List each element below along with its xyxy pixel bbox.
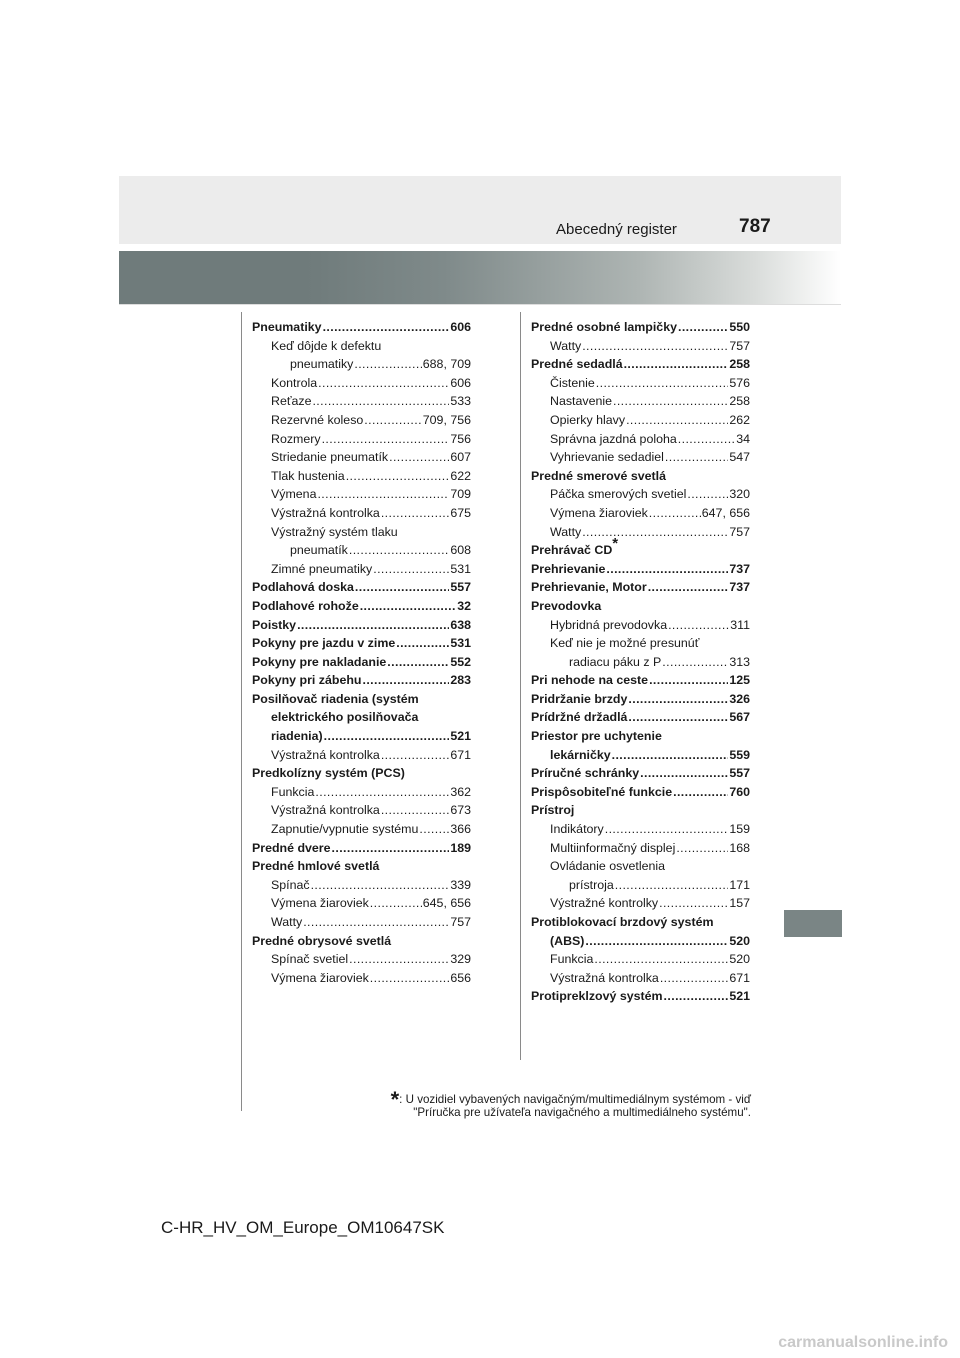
index-entry	[252, 318, 471, 337]
dot-leader	[664, 987, 729, 1006]
index-entry	[252, 653, 471, 672]
dot-leader	[582, 337, 728, 356]
entry-label: Striedanie pneumatík	[271, 450, 389, 465]
dot-leader	[387, 653, 449, 672]
dot-leader	[312, 392, 449, 411]
entry-label: Vyhrievanie sedadiel	[550, 450, 664, 465]
entry-label: Indikátory	[550, 822, 604, 837]
dot-leader	[613, 392, 728, 411]
entry-page: 329	[450, 952, 471, 967]
entry-label: Rozmery	[271, 431, 321, 446]
dot-leader	[612, 746, 729, 765]
header-gradient-band	[119, 251, 841, 304]
dot-leader	[678, 430, 735, 449]
entry-page: 656	[450, 970, 471, 985]
entry-label: Reťaze	[271, 394, 312, 409]
entry-page: 520	[729, 952, 750, 967]
entry-label: lekárničky	[550, 747, 611, 762]
index-entry	[531, 950, 750, 969]
index-heading	[531, 913, 750, 932]
index-entry	[252, 913, 471, 932]
entry-page: 326	[729, 691, 750, 706]
dot-leader	[640, 764, 728, 783]
dot-leader	[362, 671, 449, 690]
dot-leader	[355, 578, 449, 597]
entry-label: Výmena	[271, 487, 317, 502]
page-number: 787	[739, 216, 771, 237]
entry-page: 709	[450, 487, 471, 502]
index-entry	[252, 746, 471, 765]
entry-label: Prídržné držadlá	[531, 710, 628, 725]
entry-label: Predné osobné lampičky	[531, 320, 677, 334]
index-entry	[531, 783, 750, 802]
index-entry	[531, 894, 750, 913]
entry-label: Prístroj	[531, 803, 575, 818]
dot-leader	[585, 932, 728, 951]
footnote-line-2: "Príručka pre užívateľa navigačného a multimediálneho systému".	[413, 1106, 751, 1119]
index-entry	[252, 839, 471, 858]
dot-leader	[662, 653, 728, 672]
entry-label: Protiblokovací brzdový systém	[531, 915, 714, 929]
dot-leader	[624, 355, 729, 374]
index-entry	[531, 560, 750, 579]
entry-page: 550	[729, 320, 750, 334]
entry-label: Spínač svetiel	[271, 952, 349, 967]
dot-leader	[317, 485, 449, 504]
dot-leader	[676, 839, 728, 858]
entry-page: 339	[450, 877, 471, 892]
entry-label: Výmena žiaroviek	[271, 970, 369, 985]
index-entry	[531, 392, 750, 411]
index-entry	[531, 987, 750, 1006]
index-heading	[531, 535, 750, 560]
index-entry	[531, 355, 750, 374]
dot-leader	[628, 690, 728, 709]
entry-label: Zimné pneumatiky	[271, 561, 373, 576]
index-heading	[252, 690, 471, 709]
entry-page: 531	[450, 636, 471, 651]
entry-page: 671	[729, 970, 750, 985]
index-entry	[252, 374, 471, 393]
entry-label: Rezervné koleso	[271, 412, 364, 427]
dot-leader	[687, 485, 728, 504]
entry-label: Posilňovač riadenia (systém	[252, 691, 419, 706]
entry-label: Predné dvere	[252, 840, 331, 855]
index-entry	[531, 764, 750, 783]
entry-page: 366	[450, 822, 471, 837]
entry-page: 607	[450, 450, 471, 465]
index-entry	[252, 578, 471, 597]
entry-label: Predné smerové svetlá	[531, 468, 666, 483]
entry-page: 159	[729, 822, 750, 837]
entry-label: Správna jazdná poloha	[550, 431, 677, 446]
entry-label: pneumatiky	[290, 357, 354, 372]
entry-label: Protipreklzový systém	[531, 989, 663, 1004]
index-entry	[531, 504, 750, 523]
dot-leader	[659, 894, 728, 913]
entry-page: 32	[457, 598, 471, 613]
entry-page: 756	[450, 431, 471, 446]
index-entry	[531, 932, 750, 951]
left-margin-rule	[241, 312, 242, 1111]
entry-page: 567	[729, 710, 750, 725]
index-entry	[252, 485, 471, 504]
entry-label: Výstražné kontrolky	[550, 896, 659, 911]
entry-label: Predné obrysové svetlá	[252, 933, 392, 948]
entry-page: 576	[729, 375, 750, 390]
index-heading	[531, 634, 750, 653]
dot-leader	[649, 504, 701, 523]
index-heading	[252, 337, 471, 356]
entry-label: Páčka smerových svetiel	[550, 487, 687, 502]
dot-leader	[381, 801, 450, 820]
dot-leader	[311, 876, 450, 895]
entry-label: Predkolízny systém (PCS)	[252, 766, 405, 781]
dot-leader	[360, 597, 456, 616]
entry-page: 125	[729, 673, 750, 688]
footnote	[390, 1087, 751, 1119]
index-entry	[252, 411, 471, 430]
dot-leader	[322, 430, 450, 449]
dot-leader	[605, 820, 729, 839]
index-entry	[252, 727, 471, 746]
index-entry	[252, 560, 471, 579]
index-entry	[252, 597, 471, 616]
entry-label: prístroja	[569, 877, 614, 892]
entry-label: Výmena žiaroviek	[550, 505, 648, 520]
entry-asterisk: *	[612, 535, 619, 553]
entry-label: Priestor pre uchytenie	[531, 729, 662, 744]
index-entry	[531, 690, 750, 709]
entry-page: 547	[729, 450, 750, 465]
index-entry	[252, 969, 471, 988]
document-code: C-HR_HV_OM_Europe_OM10647SK	[161, 1218, 445, 1237]
section-tab-marker	[784, 910, 842, 937]
index-entry	[531, 820, 750, 839]
entry-page: 645, 656	[422, 896, 471, 911]
entry-label: Prehrievanie	[531, 561, 606, 576]
index-heading	[531, 857, 750, 876]
entry-page: 757	[729, 524, 750, 539]
index-entry	[252, 876, 471, 895]
index-entry	[531, 653, 750, 672]
dot-leader	[596, 374, 729, 393]
index-entry	[531, 876, 750, 895]
index-entry	[252, 355, 471, 374]
header-box	[119, 176, 841, 244]
entry-label: Keď nie je možné presunúť	[550, 636, 700, 651]
entry-page: 673	[450, 803, 471, 818]
index-entry	[531, 578, 750, 597]
dot-leader	[324, 727, 450, 746]
entry-label: Tlak hustenia	[271, 468, 345, 483]
dot-leader	[615, 876, 729, 895]
index-entry	[252, 541, 471, 560]
entry-label: elektrického posilňovača	[271, 710, 419, 725]
entry-page: 283	[450, 673, 471, 688]
dot-leader	[297, 616, 449, 635]
dot-leader	[315, 783, 449, 802]
entry-label: Výstražná kontrolka	[271, 505, 380, 520]
entry-page: 760	[729, 784, 750, 799]
dot-leader	[349, 950, 449, 969]
entry-label: radiacu páku z P	[569, 654, 662, 669]
dot-leader	[594, 950, 728, 969]
entry-page: 606	[450, 320, 471, 334]
entry-page: 313	[729, 654, 750, 669]
dot-leader	[665, 448, 728, 467]
dot-leader	[303, 913, 449, 932]
entry-page: 171	[729, 877, 750, 892]
entry-page: 320	[729, 487, 750, 502]
entry-label: Ovládanie osvetlenia	[550, 859, 666, 874]
footnote-line-1: : U vozidiel vybavených navigačným/multimediálnym systémom - viď	[399, 1093, 751, 1106]
entry-label: Prispôsobiteľné funkcie	[531, 784, 673, 799]
dot-leader	[389, 448, 449, 467]
entry-label: Predné hmlové svetlá	[252, 859, 380, 874]
entry-label: pneumatík	[290, 543, 348, 558]
entry-page: 688, 709	[422, 357, 471, 372]
index-heading	[252, 857, 471, 876]
index-heading	[252, 523, 471, 542]
entry-label: Nastavenie	[550, 394, 612, 409]
entry-page: 557	[729, 766, 750, 781]
band-divider	[119, 304, 841, 305]
entry-label: Príručné schránky	[531, 766, 640, 781]
entry-page: 675	[450, 505, 471, 520]
entry-label: Prehrávač CD	[531, 543, 613, 558]
entry-label: Podlahová doska	[252, 580, 354, 595]
entry-label: Keď dôjde k defektu	[271, 338, 382, 353]
index-entry	[252, 783, 471, 802]
entry-page: 647, 656	[701, 505, 750, 520]
section-title: Abecedný register	[556, 221, 677, 238]
index-entry	[531, 746, 750, 765]
entry-page: 258	[729, 394, 750, 409]
entry-label: Prevodovka	[531, 598, 602, 613]
entry-label: riadenia)	[271, 729, 323, 744]
dot-leader	[370, 969, 450, 988]
entry-label: Prehrievanie, Motor	[531, 580, 647, 595]
entry-page: 606	[450, 375, 471, 390]
entry-page: 521	[450, 729, 471, 744]
entry-page: 520	[729, 933, 750, 948]
entry-page: 262	[729, 412, 750, 427]
dot-leader	[381, 746, 450, 765]
entry-label: Kontrola	[271, 375, 318, 390]
dot-leader	[349, 541, 449, 560]
dot-leader	[606, 560, 728, 579]
dot-leader	[318, 374, 449, 393]
entry-page: 552	[450, 654, 471, 669]
entry-label: Čistenie	[550, 375, 595, 390]
index-heading	[252, 932, 471, 951]
entry-label: Multiinformačný displej	[550, 840, 676, 855]
entry-page: 189	[450, 840, 471, 855]
entry-page: 638	[450, 617, 471, 632]
entry-page: 168	[729, 840, 750, 855]
entry-label: Spínač	[271, 877, 310, 892]
dot-leader	[678, 318, 728, 337]
footnote-asterisk: *	[390, 1087, 400, 1112]
index-heading	[252, 764, 471, 783]
entry-label: Pokyny pri zábehu	[252, 673, 362, 688]
entry-label: Pneumatiky	[252, 320, 322, 334]
index-entry	[531, 411, 750, 430]
entry-label: (ABS)	[550, 933, 585, 948]
column-divider-rule	[520, 312, 521, 1060]
dot-leader	[673, 783, 728, 802]
index-heading	[531, 727, 750, 746]
index-heading	[531, 597, 750, 616]
entry-label: Funkcia	[550, 952, 594, 967]
entry-label: Výstražná kontrolka	[271, 803, 380, 818]
dot-leader	[364, 411, 421, 430]
index-entry	[252, 634, 471, 653]
index-entry	[252, 671, 471, 690]
entry-page: 557	[450, 580, 471, 595]
index-entry	[252, 820, 471, 839]
dot-leader	[582, 523, 728, 542]
dot-leader	[626, 411, 728, 430]
index-entry	[531, 374, 750, 393]
entry-page: 737	[729, 580, 750, 595]
dot-leader	[628, 708, 728, 727]
entry-label: Watty	[550, 338, 582, 353]
entry-page: 671	[450, 747, 471, 762]
entry-page: 362	[450, 784, 471, 799]
entry-label: Pokyny pre jazdu v zime	[252, 636, 396, 651]
index-entry	[252, 894, 471, 913]
entry-label: Hybridná prevodovka	[550, 617, 668, 632]
index-column-right	[531, 318, 750, 1006]
dot-leader	[660, 969, 729, 988]
dot-leader	[396, 634, 449, 653]
entry-page: 521	[729, 989, 750, 1004]
entry-page: 709, 756	[422, 412, 471, 427]
entry-label: Opierky hlavy	[550, 412, 626, 427]
index-heading	[531, 801, 750, 820]
index-entry	[531, 708, 750, 727]
entry-label: Watty	[550, 524, 582, 539]
dot-leader	[381, 504, 450, 523]
index-entry	[531, 448, 750, 467]
dot-leader	[373, 560, 449, 579]
entry-label: Pridržanie brzdy	[531, 691, 628, 706]
dot-leader	[323, 318, 450, 337]
index-entry	[252, 430, 471, 449]
dot-leader	[419, 820, 449, 839]
entry-label: Poistky	[252, 617, 297, 632]
entry-label: Predné sedadlá	[531, 357, 623, 372]
entry-page: 737	[729, 561, 750, 576]
index-heading	[252, 708, 471, 727]
dot-leader	[332, 839, 450, 858]
entry-page: 258	[729, 357, 750, 372]
index-entry	[252, 950, 471, 969]
entry-label: Watty	[271, 915, 303, 929]
entry-page: 533	[450, 394, 471, 409]
entry-page: 608	[450, 543, 471, 558]
dot-leader	[354, 355, 421, 374]
entry-page: 622	[450, 468, 471, 483]
entry-label: Výstražná kontrolka	[271, 747, 380, 762]
index-entry	[252, 616, 471, 635]
entry-label: Výstražná kontrolka	[550, 970, 659, 985]
entry-label: Podlahové rohože	[252, 598, 359, 613]
index-entry	[531, 839, 750, 858]
entry-label: Pri nehode na ceste	[531, 673, 649, 688]
index-entry	[531, 337, 750, 356]
dot-leader	[346, 467, 450, 486]
entry-label: Pokyny pre nakladanie	[252, 654, 387, 669]
entry-page: 311	[730, 617, 750, 632]
entry-page: 757	[450, 915, 471, 929]
index-entry	[531, 969, 750, 988]
dot-leader	[370, 894, 422, 913]
dot-leader	[648, 578, 729, 597]
entry-page: 559	[729, 747, 750, 762]
entry-page: 157	[729, 896, 750, 911]
entry-page: 531	[450, 561, 471, 576]
entry-label: Výstražný systém tlaku	[271, 524, 398, 539]
index-entry	[531, 616, 750, 635]
entry-label: Funkcia	[271, 784, 315, 799]
dot-leader	[668, 616, 729, 635]
index-entry	[252, 801, 471, 820]
index-entry	[531, 430, 750, 449]
index-entry	[252, 467, 471, 486]
index-entry	[531, 485, 750, 504]
index-heading	[531, 467, 750, 486]
entry-page: 757	[729, 338, 750, 353]
index-entry	[531, 523, 750, 542]
dot-leader	[649, 671, 728, 690]
entry-label: Zapnutie/vypnutie systému	[271, 822, 419, 837]
index-entry	[252, 392, 471, 411]
index-entry	[531, 671, 750, 690]
entry-page: 34	[736, 431, 750, 446]
index-entry	[252, 504, 471, 523]
index-column-left	[252, 318, 471, 987]
index-entry	[252, 448, 471, 467]
watermark: carmanualsonline.info	[778, 1334, 948, 1351]
index-entry	[531, 318, 750, 337]
entry-label: Výmena žiaroviek	[271, 896, 369, 911]
